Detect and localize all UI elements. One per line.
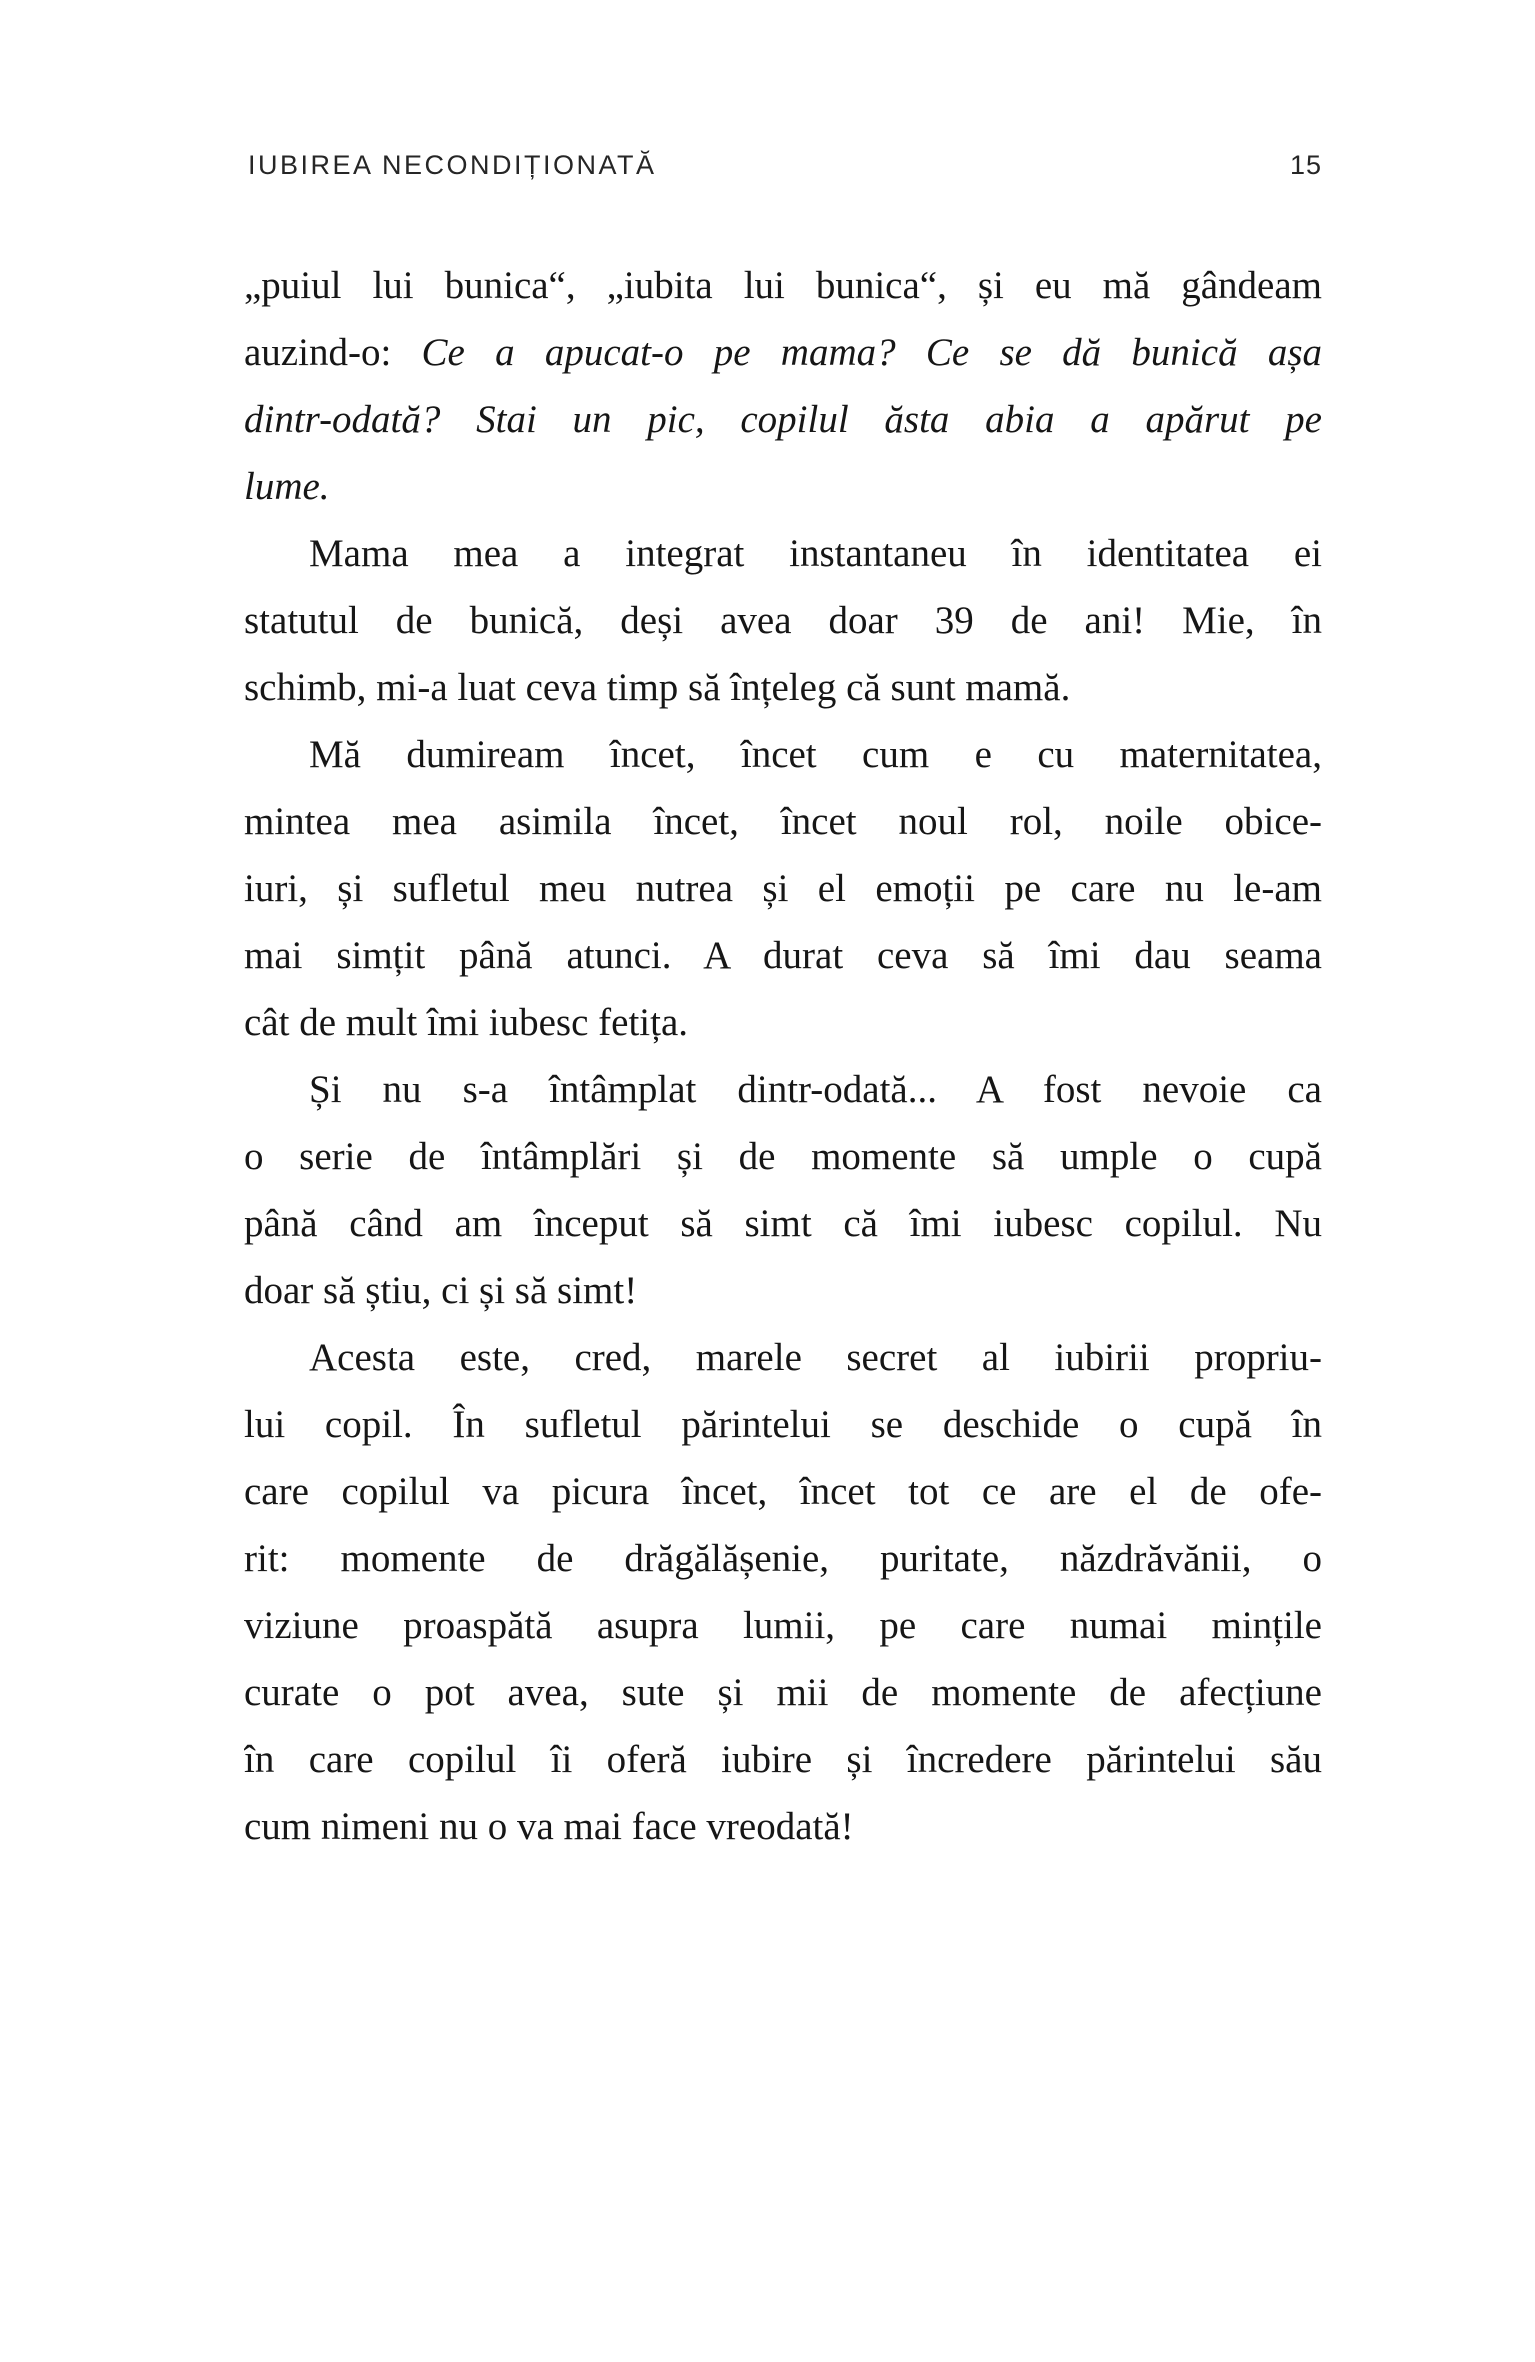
text-segment: rit: momente de drăgălășenie, puritate, năzdrăvănii, o (244, 1537, 1322, 1580)
italic-text-segment: dintr-odată? Stai un pic, copilul ăsta abia a apărut pe (244, 398, 1322, 441)
text-line (244, 252, 1322, 319)
text-segment: cum nimeni nu o va mai face vreodată! (244, 1805, 854, 1848)
text-segment: o serie de întâmplări și de momente să umple o cupă (244, 1135, 1322, 1178)
running-header (248, 150, 1322, 181)
text-line (244, 386, 1322, 453)
text-segment: „puiul lui bunica“, „iubita lui bunica“, și eu mă gândeam (244, 264, 1322, 307)
text-segment: Acesta este, cred, marele secret al iubirii propriu- (309, 1336, 1322, 1379)
text-line (244, 1793, 1322, 1860)
text-line (244, 922, 1322, 989)
italic-text-segment: lume. (244, 465, 330, 508)
text-segment: Mă dumiream încet, încet cum e cu maternitatea, (309, 733, 1322, 776)
text-line (244, 1659, 1322, 1726)
page-number: 15 (1289, 150, 1322, 180)
text-segment: statutul de bunică, deși avea doar 39 de ani! Mie, în (244, 599, 1322, 642)
text-segment: până când am început să simt că îmi iubesc copilul. Nu (244, 1202, 1322, 1245)
text-line (244, 1123, 1322, 1190)
text-line (244, 1190, 1322, 1257)
text-line (244, 721, 1322, 788)
text-segment: mintea mea asimila încet, încet noul rol, noile obice- (244, 800, 1322, 843)
running-head-title: IUBIREA NECONDIȚIONATĂ (248, 150, 657, 180)
text-line (244, 1257, 1322, 1324)
text-line (244, 1726, 1322, 1793)
text-segment: curate o pot avea, sute și mii de momente de afecțiune (244, 1671, 1322, 1714)
text-line (244, 1525, 1322, 1592)
text-segment: Mama mea a integrat instantaneu în identitatea ei (309, 532, 1322, 575)
text-segment: auzind-o: (244, 331, 422, 374)
text-line (244, 654, 1322, 721)
text-segment: care copilul va picura încet, încet tot ce are el de ofe- (244, 1470, 1322, 1513)
text-segment: în care copilul îi oferă iubire și încredere părintelui său (244, 1738, 1322, 1781)
text-segment: cât de mult îmi iubesc fetița. (244, 1001, 689, 1044)
text-line (244, 1056, 1322, 1123)
text-line (244, 319, 1322, 386)
text-line (244, 1592, 1322, 1659)
text-line (244, 788, 1322, 855)
italic-text-segment: Ce a apucat-o pe mama? Ce se dă bunică așa (421, 331, 1322, 374)
body-text (244, 252, 1322, 1860)
text-line (244, 1391, 1322, 1458)
text-line (244, 989, 1322, 1056)
text-line (244, 855, 1322, 922)
text-segment: viziune proaspătă asupra lumii, pe care numai mințile (244, 1604, 1322, 1647)
text-segment: mai simțit până atunci. A durat ceva să îmi dau seama (244, 934, 1322, 977)
text-line (244, 1324, 1322, 1391)
text-segment: doar să știu, ci și să simt! (244, 1269, 638, 1312)
text-line (244, 587, 1322, 654)
text-segment: iuri, și sufletul meu nutrea și el emoții pe care nu le-am (244, 867, 1322, 910)
text-segment: Și nu s-a întâmplat dintr-odată... A fost nevoie ca (309, 1068, 1322, 1111)
text-segment: lui copil. În sufletul părintelui se deschide o cupă în (244, 1403, 1322, 1446)
text-line (244, 520, 1322, 587)
text-line (244, 1458, 1322, 1525)
text-line (244, 453, 1322, 520)
text-segment: schimb, mi-a luat ceva timp să înțeleg că sunt mamă. (244, 666, 1071, 709)
